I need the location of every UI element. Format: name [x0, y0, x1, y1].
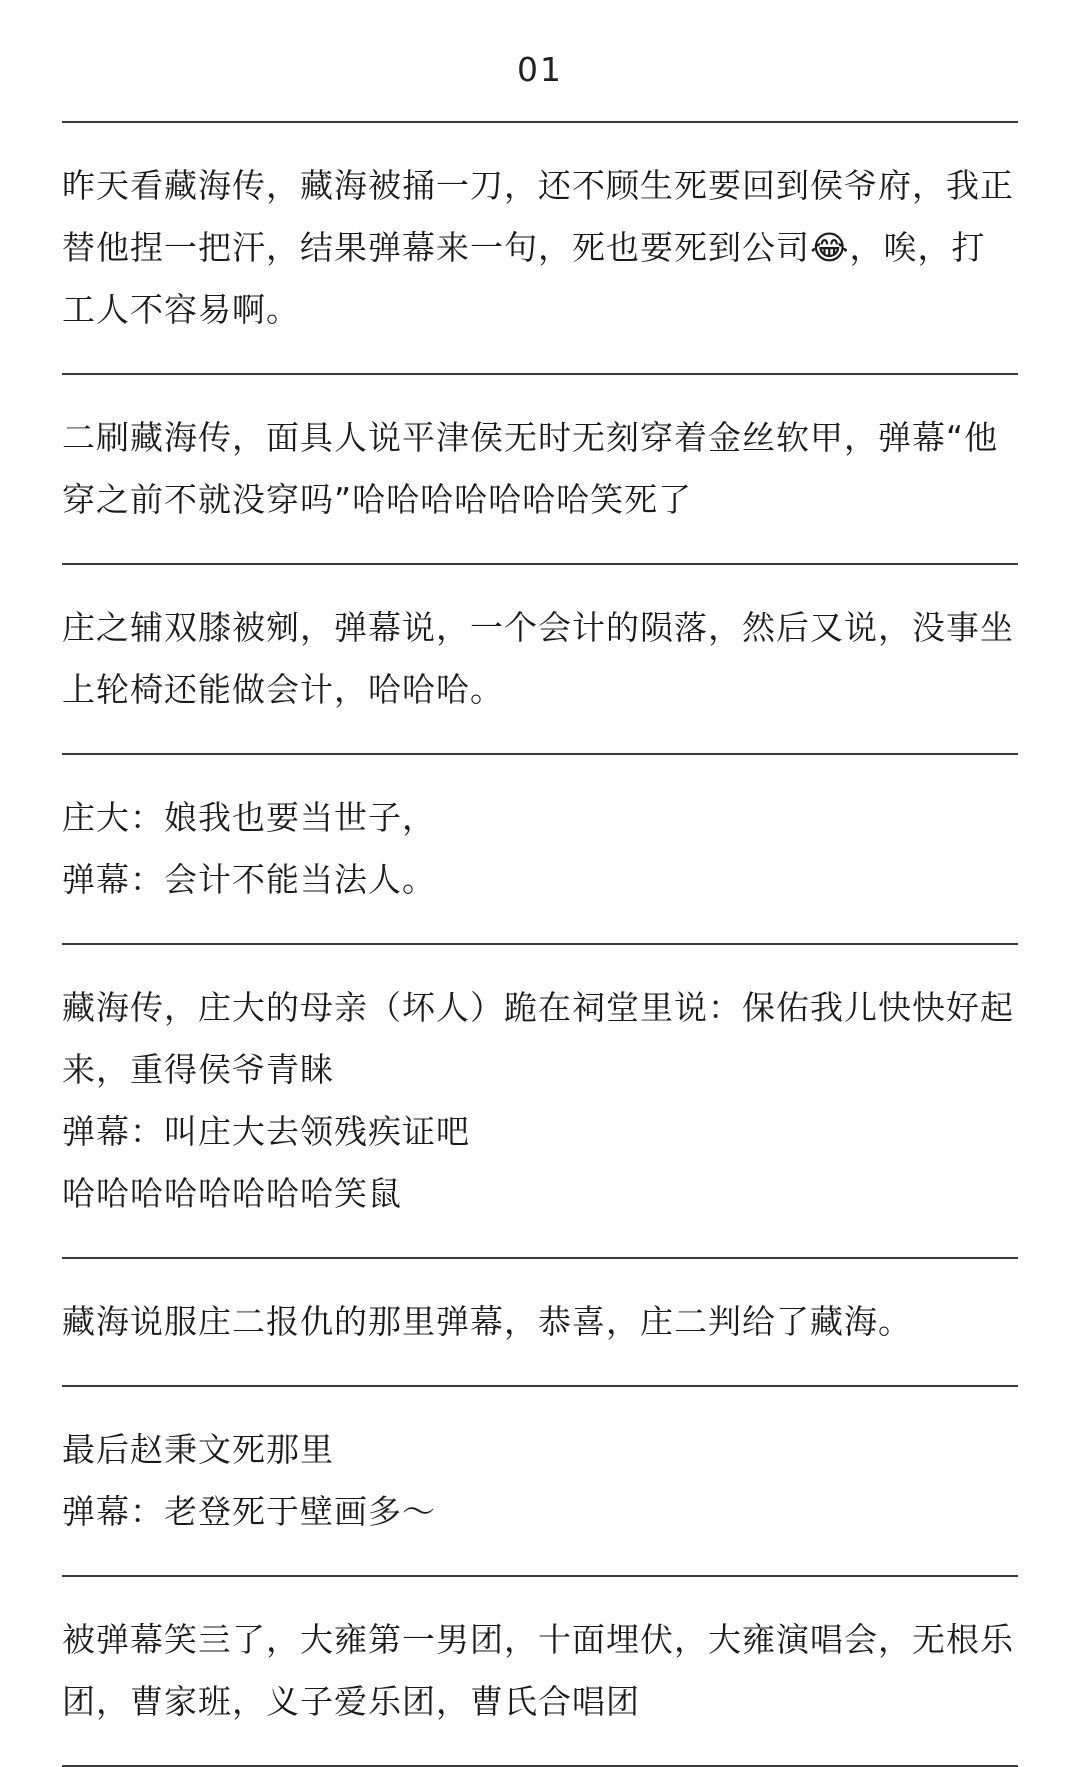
comment-text: 藏海传，庄大的母亲（坏人）跪在祠堂里说：保佑我儿快快好起来，重得侯爷青睐 [62, 988, 1014, 1089]
comment-text: 弹幕：叫庄大去领残疾证吧 [62, 1112, 470, 1151]
comment-section [62, 1577, 1018, 1765]
comment-text: 藏海说服庄二报仇的那里弹幕，恭喜，庄二判给了藏海。 [62, 1302, 912, 1341]
comment-section [62, 1387, 1018, 1575]
comment-text: 被弹幕笑亖了，大雍第一男团，十面埋伏，大雍演唱会，无根乐团，曹家班，义子爱乐团，曹氏合唱团 [62, 1620, 1014, 1721]
page-number: 01 [517, 50, 563, 89]
comment-section [62, 375, 1018, 563]
comment-section [62, 755, 1018, 943]
comment-text: 庄之辅双膝被剜，弹幕说，一个会计的陨落，然后又说，没事坐上轮椅还能做会计，哈哈哈。 [62, 608, 1014, 709]
comment-text: 昨天看藏海传，藏海被捅一刀，还不顾生死要回到侯爷府，我正替他捏一把汗，结果弹幕来一句，死也要死到公司😂，唉，打工人不容易啊。 [62, 166, 1014, 329]
comment-text: 弹幕：老登死于壁画多～ [62, 1492, 436, 1531]
comment-section [62, 565, 1018, 753]
comment-section [62, 1259, 1018, 1385]
comment-text: 哈哈哈哈哈哈哈哈笑鼠 [62, 1174, 402, 1213]
comment-text: 最后赵秉文死那里 [62, 1430, 334, 1469]
comment-text: 庄大：娘我也要当世子， [62, 798, 436, 837]
comment-text: 弹幕：会计不能当法人。 [62, 860, 436, 899]
comment-section [62, 123, 1018, 373]
comment-text: 二刷藏海传，面具人说平津侯无时无刻穿着金丝软甲，弹幕“他穿之前不就没穿吗”哈哈哈哈哈哈哈笑死了 [62, 418, 999, 519]
comment-section [62, 945, 1018, 1257]
